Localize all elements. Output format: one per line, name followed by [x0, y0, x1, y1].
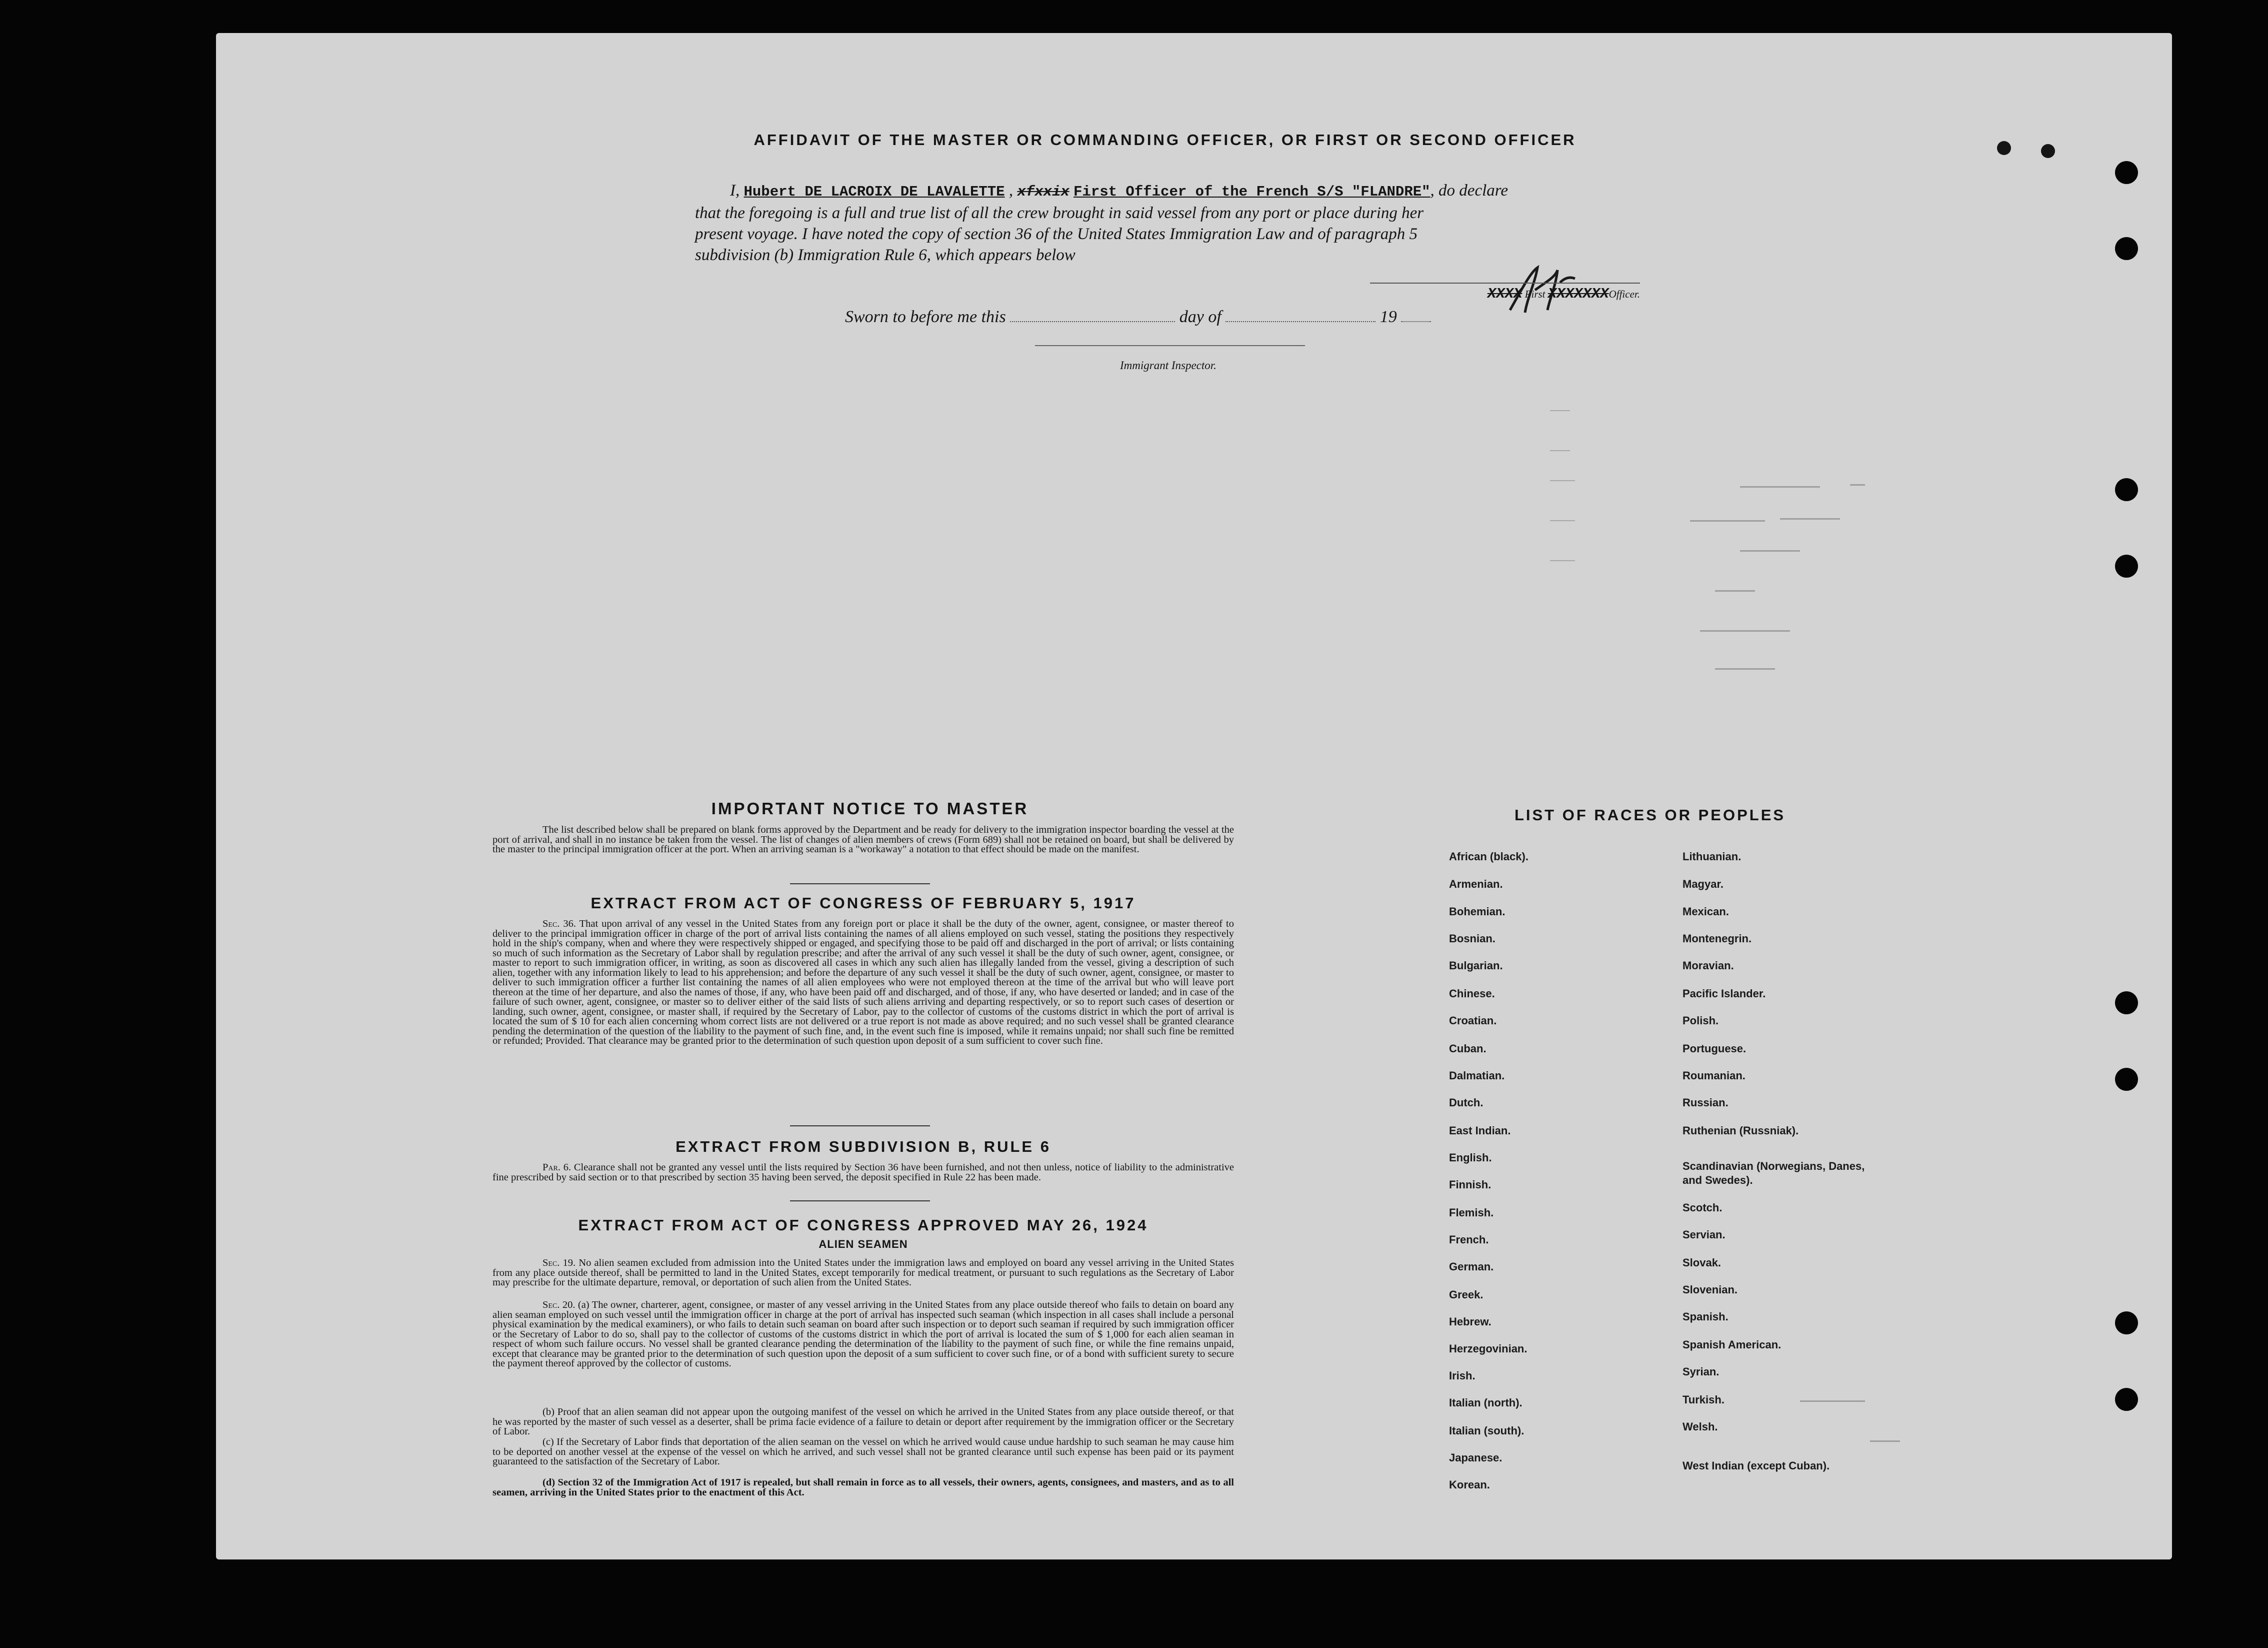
bleed-through-mark	[1780, 518, 1840, 520]
race-item: Greek.	[1449, 1288, 1484, 1301]
race-item: Montenegrin.	[1682, 932, 1752, 945]
affidavit-line-3: present voyage. I have noted the copy of section 36 of the United States Immigration Law and of paragraph 5	[695, 225, 1418, 243]
race-item: Scotch.	[1682, 1201, 1722, 1214]
affidavit-line-2: that the foregoing is a full and true list of all the crew brought in said vessel from any port or place during her	[695, 204, 1424, 222]
race-item: Ruthenian (Russniak).	[1682, 1124, 1799, 1137]
extract-1917-title: EXTRACT FROM ACT OF CONGRESS OF FEBRUARY 5, 1917	[590, 894, 1136, 912]
section-19-label: Sec. 19.	[542, 1257, 576, 1268]
race-item: Dalmatian.	[1449, 1069, 1505, 1082]
punch-hole	[2115, 237, 2138, 260]
race-item: African (black).	[1449, 850, 1528, 863]
sworn-month-blank	[1226, 321, 1376, 322]
race-item: Portuguese.	[1682, 1042, 1746, 1055]
section-36-label: Sec. 36.	[542, 918, 576, 929]
officer-signature	[1370, 273, 1650, 313]
bleed-through-mark	[1550, 480, 1575, 481]
notice-body	[492, 825, 1234, 855]
race-item: East Indian.	[1449, 1124, 1511, 1137]
punch-hole	[2115, 1388, 2138, 1411]
race-item: Mexican.	[1682, 905, 1729, 918]
signature-first-word: First	[1524, 288, 1546, 300]
punch-hole	[2115, 1311, 2138, 1334]
race-item: Korean.	[1449, 1478, 1490, 1491]
punch-hole	[2115, 555, 2138, 578]
notice-title: IMPORTANT NOTICE TO MASTER	[711, 799, 1029, 818]
struck-word: xfxxix	[1017, 184, 1070, 200]
signature-struck-word: XXXX	[1487, 286, 1522, 302]
officer-name: Hubert DE LACROIX DE LAVALETTE	[744, 184, 1005, 200]
race-item: Roumanian.	[1682, 1069, 1746, 1082]
race-item: Italian (north).	[1449, 1396, 1522, 1409]
bleed-through-mark	[1800, 1400, 1865, 1402]
race-item: Herzegovinian.	[1449, 1342, 1528, 1355]
section-20d-body	[492, 1478, 1234, 1497]
rule-6-body	[492, 1163, 1234, 1182]
section-20c-text: (c) If the Secretary of Labor finds that deportation of the alien seaman on the vessel on which he arrived would cause undue hardship to such seaman he may cause him to be deported on another vessel at the expense of the vessel on which he arrived, and such vessel shall not be granted clearance until such expense has been paid or its payment guaranteed to the satisfaction of the Secretary of Labor.	[492, 1436, 1234, 1467]
race-item: Armenian.	[1449, 878, 1503, 890]
punch-hole	[2115, 991, 2138, 1014]
punch-hole	[2041, 144, 2055, 158]
affidavit-title: AFFIDAVIT OF THE MASTER OR COMMANDING OFFICER, OR FIRST OR SECOND OFFICER	[754, 131, 1576, 149]
inspector-label: Immigrant Inspector.	[1120, 359, 1216, 372]
sworn-year: 19	[1380, 308, 1397, 326]
race-item: Spanish American.	[1682, 1338, 1782, 1351]
punch-hole	[2115, 161, 2138, 184]
bleed-through-mark	[1550, 410, 1570, 411]
section-36-text: That upon arrival of any vessel in the United States from any foreign port or place it shall be the duty of the owner, agent, consignee, or master thereof to deliver to the principal immigration officer in charge of the port of arrival lists containing the names of all aliens employed on such vessel, stating the positions they respectively hold in the ship's company, when and where they were respectively shipped or engaged, and specifying those to be paid off and discharged in the port of arrival; or lists containing so much of such information as the Secretary of Labor shall by regulation prescribe; and after the arrival of any such vessel it shall be the duty of such owner, agent, consignee, or master to report to such immigration officer, in writing, as soon as discovered all cases in which any such alien has illegally landed from the vessel, giving a description of such alien, together with any information likely to lead to his apprehension; and before the departure of any such vessel it shall be the duty of such owner, agent, consignee, or master to deliver to such immigration officer a further list containing the names of all alien employees who were not employed thereon at the time of the arrival but who will leave port thereon at the time of her departure, and also the names of those, if any, who have been paid off and discharged, and of those, if any, who have deserted or landed; and in case of the failure of such owner, agent, consignee, or master so to deliver either of the said lists of such aliens arriving and departing respectively, or so to report such cases of desertion or landing, such owner, agent, consignee, or master shall, if required by the Secretary of Labor, pay to the collector of customs of the customs district in which the port of arrival is located the sum of $ 10 for each alien concerning whom correct lists are not delivered or a true report is not made as above required; and no such vessel shall be granted clearance pending the determination of the question of the liability to the payment of such fine, and, in the event such fine is imposed, while it remains unpaid; nor shall such fine be remitted or refunded; Provided. That clearance may be granted prior to the determination of such question upon deposit of a sum sufficient to cover such fine.	[492, 918, 1234, 1046]
section-20a-text: (a) The owner, charterer, agent, consignee, or master of any vessel arriving in the United States from any place outside thereof who fails to detain on board any alien seaman employed on such vessel until the immigration officer in charge at the port of arrival has inspected such seaman (which inspection in all cases shall include a personal physical examination by the medical examiners), or who fails to detain such seaman on board after such inspection or to deport such seaman if required by such immigration officer or the Secretary of Labor to do so, shall pay to the collector of customs of the customs district in which the port of arrival is located the sum of $ 1,000 for each alien seaman in respect of whom such failure occurs. No vessel shall be granted clearance pending the determination of the liability to the payment of such fine, or while the fine remains unpaid, except that clearance may be granted prior to the determination of such question upon the deposit of a sum sufficient to cover such fine, or of a bond with sufficient surety to secure the payment thereof approved by the collector of customs.	[492, 1299, 1234, 1369]
bleed-through-mark	[1740, 550, 1800, 552]
race-item: Lithuanian.	[1682, 850, 1742, 863]
section-20c-body	[492, 1437, 1234, 1467]
section-19-text: No alien seamen excluded from admission into the United States under the immigration laws and employed on board any vessel arriving in the United States from any place outside thereof, shall be permitted to land in the United States, except temporarily for medical treatment, or pursuant to such regulations as the Secretary of Labor may prescribe for the ultimate departure, removal, or deportation of such alien from the United States.	[492, 1257, 1234, 1288]
race-item: Welsh.	[1682, 1420, 1718, 1433]
sworn-statement	[845, 308, 1475, 327]
bleed-through-mark	[1715, 590, 1755, 592]
race-item: Turkish.	[1682, 1393, 1724, 1406]
race-item: Magyar.	[1682, 878, 1724, 890]
punch-hole	[2115, 478, 2138, 501]
race-item: Chinese.	[1449, 987, 1495, 1000]
race-item: Syrian.	[1682, 1365, 1720, 1378]
race-item: Slovenian.	[1682, 1283, 1738, 1296]
signature-title	[1370, 283, 1640, 302]
bleed-through-mark	[1740, 486, 1820, 488]
race-item: Flemish.	[1449, 1206, 1494, 1219]
race-item: Hebrew.	[1449, 1315, 1492, 1328]
race-item: Bulgarian.	[1449, 959, 1503, 972]
section-20d-text: (d) Section 32 of the Immigration Act of 1917 is repealed, but shall remain in force as to all vessels, their owners, agents, consignees, and masters, and as to all seamen, arriving in the United States prior to the enactment of this Act.	[492, 1477, 1234, 1498]
race-item: Servian.	[1682, 1228, 1726, 1241]
sworn-year-blank	[1401, 321, 1431, 322]
race-item: Bosnian.	[1449, 932, 1496, 945]
race-item: Japanese.	[1449, 1451, 1502, 1464]
section-19-body	[492, 1258, 1234, 1288]
paragraph-6-text: Clearance shall not be granted any vessel until the lists required by Section 36 have been furnished, and not then unless, notice of liability to the administrative fine prescribed by said section or to that prescribed by section 35 having been served, the deposit specified in Rule 22 has been made.	[492, 1162, 1234, 1183]
sworn-day-label: day of	[1179, 308, 1222, 326]
section-20b-body	[492, 1407, 1234, 1437]
divider	[790, 883, 930, 884]
extract-1917-body	[492, 919, 1234, 1046]
sworn-date-blank	[1010, 321, 1175, 322]
race-item: Dutch.	[1449, 1096, 1484, 1109]
divider	[790, 1200, 930, 1201]
bleed-through-mark	[1850, 484, 1865, 486]
bleed-through-mark	[1690, 520, 1765, 522]
race-item: Slovak.	[1682, 1256, 1722, 1269]
race-item: West Indian (except Cuban).	[1682, 1459, 1830, 1472]
affidavit-line-1: I, Hubert DE LACROIX DE LAVALETTE , xfxxix First Officer of the French S/S "FLANDRE", do declare	[730, 182, 1508, 200]
race-item: Spanish.	[1682, 1310, 1728, 1323]
race-item: Bohemian.	[1449, 905, 1506, 918]
race-item: English.	[1449, 1151, 1492, 1164]
extract-1924-title: EXTRACT FROM ACT OF CONGRESS APPROVED MAY 26, 1924	[578, 1216, 1148, 1234]
races-title: LIST OF RACES OR PEOPLES	[1514, 806, 1786, 824]
alien-seamen-subtitle: ALIEN SEAMEN	[818, 1238, 908, 1250]
race-item: Moravian.	[1682, 959, 1734, 972]
bleed-through-mark	[1550, 450, 1570, 451]
punch-hole	[2115, 1068, 2138, 1091]
race-item: Scandinavian (Norwegians, Danes, and Swedes).	[1682, 1160, 1865, 1186]
race-item: Irish.	[1449, 1369, 1476, 1382]
signature-officer-word: Officer.	[1608, 288, 1640, 300]
race-item: Cuban.	[1449, 1042, 1486, 1055]
section-20b-text: (b) Proof that an alien seaman did not appear upon the outgoing manifest of the vessel on which he arrived in the United States from any place outside thereof, or that he was reported by the master of such vessel as a deserter, shall be prima facie evidence of a failure to detain or deport after requirement by the immigration officer or the Secretary of Labor.	[492, 1406, 1234, 1437]
inspector-signature-line	[1035, 345, 1305, 346]
race-item: Russian.	[1682, 1096, 1728, 1109]
section-20-label: Sec. 20.	[542, 1299, 576, 1310]
sworn-prefix: Sworn to before me this	[845, 308, 1006, 326]
race-item: Croatian.	[1449, 1014, 1497, 1027]
punch-hole	[1997, 141, 2011, 155]
race-item: Finnish.	[1449, 1178, 1492, 1191]
affidavit-line-4: subdivision (b) Immigration Rule 6, which appears below	[695, 246, 1076, 264]
affidavit-prefix: I,	[730, 182, 740, 200]
race-item: Pacific Islander.	[1682, 987, 1766, 1000]
race-item: French.	[1449, 1233, 1489, 1246]
race-item: German.	[1449, 1260, 1494, 1273]
race-item: Italian (south).	[1449, 1424, 1524, 1437]
race-item: Polish.	[1682, 1014, 1719, 1027]
paragraph-6-label: Par. 6.	[542, 1162, 572, 1173]
bleed-through-mark	[1715, 668, 1775, 670]
bleed-through-mark	[1700, 630, 1790, 632]
divider	[790, 1125, 930, 1126]
rule-6-title: EXTRACT FROM SUBDIVISION B, RULE 6	[676, 1138, 1051, 1155]
bleed-through-mark	[1870, 1440, 1900, 1442]
officer-rank-vessel: First Officer of the French S/S "FLANDRE"	[1074, 184, 1430, 200]
affidavit-declare: , do declare	[1430, 182, 1508, 200]
affidavit-statement	[695, 180, 1645, 266]
bleed-through-mark	[1550, 560, 1575, 561]
notice-text: The list described below shall be prepared on blank forms approved by the Department and be ready for delivery to the immigration inspector boarding the vessel at the port of arrival, and shall in no instance be taken from the vessel. The list of changes of alien members of crews (Form 689) shall not be retained on board, but shall be delivered by the master to the principal immigration officer at the port. When an arriving seaman is a "workaway" a notation to that effect should be made on the manifest.	[492, 824, 1234, 855]
section-20a-body	[492, 1300, 1234, 1369]
bleed-through-mark	[1550, 520, 1575, 521]
signature-struck-word-2: XXXXXXX	[1548, 286, 1609, 302]
